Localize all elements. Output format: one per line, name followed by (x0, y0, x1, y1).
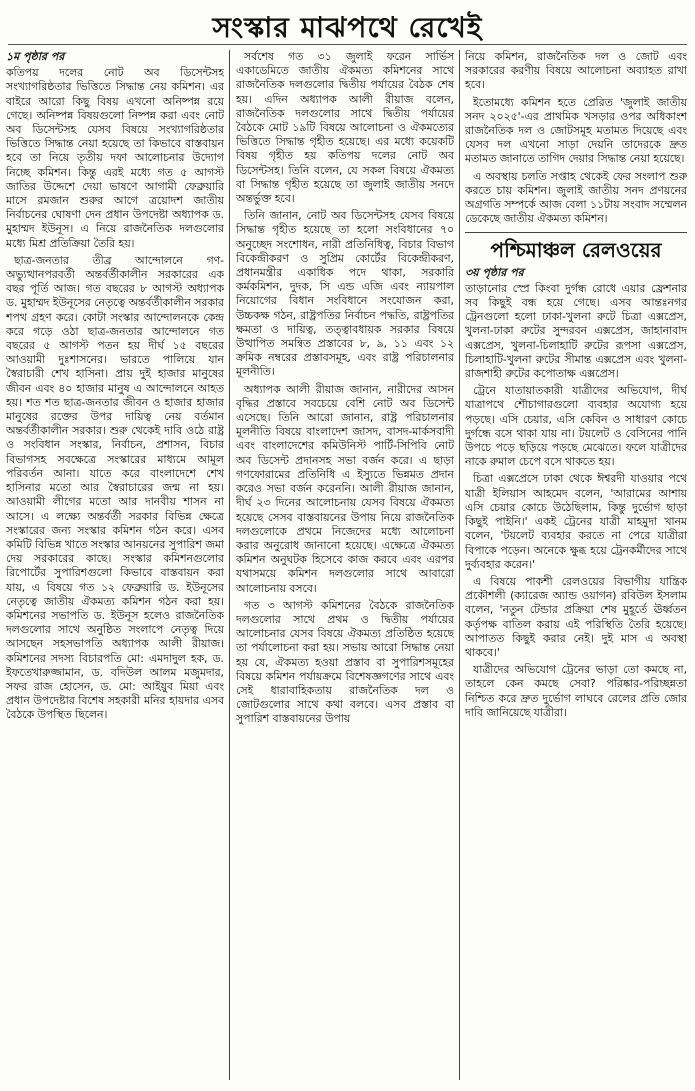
article-paragraph: নিয়ে কমিশন, রাজনৈতিক দল ও জোট এবং সরকারের করণীয় বিষয়ে আলোচনা অব্যাহত রাখা হবে। (465, 50, 687, 92)
article-column-2 (236, 50, 454, 1080)
article-paragraph: তিনি জানান, নোট অব ডিসেন্টসহ যেসব বিষয়ে সিদ্ধান্ত গৃহীত হয়েছে তা হলো সংবিধানের ৭০ অনুচ্ছেদ সংশোধন, নারী প্রতিনিধিত্ব, বিচার বিভাগ বিকেন্দ্রীকরণ ও সুপ্রিম কোর্টের বিকেন্দ্রীকরণ, প্রধানমন্ত্রীর একাধিক পদে থাকা, সরকারি কর্মকমিশন, দুদক, সি এন্ড এজি এবং ন্যায়পাল নিয়োগের বিধান সংবিধানে সংযোজন করা, উচ্চকক্ষ গঠন, রাষ্ট্রপতির নির্বাচন পদ্ধতি, রাষ্ট্রপতির ক্ষমতা ও দায়িত্ব, তত্ত্বাবধায়ক সরকার বিষয়ে উত্থাপিত সমন্বিত প্রস্তাবের ৮, ৯, ১১ এবং ১২ ক্রমিক নম্বরের প্রস্তাবসমূহ, এবং রাষ্ট্র পরিচালনার মূলনীতি। (236, 209, 454, 379)
column-divider (229, 50, 230, 1080)
article-paragraph: ছাত্র-জনতার তীব্র আন্দোলনে গণ-অভ্যুত্থানপরবর্তী অন্তর্বর্তীকালীন সরকারের এক বছর পূর্তি আজ। গত বছরের ৮ আগস্ট অধ্যাপক ড. মুহাম্মদ ইউনূসের নেতৃত্বে অন্তর্বর্তীকালীন সরকার শপথ গ্রহণ করে। কোটা সংস্কার আন্দোলনকে কেন্দ্র করে গড়ে ওঠা ছাত্র-জনতার আন্দোলনে গত বছরের ৫ আগস্ট পতন হয় দীর্ঘ ১৫ বছরের আওয়ামী দুঃশাসনের। ভারতে পালিয়ে যান স্বৈরাচারী শেখ হাসিনা। প্রায় দুই হাজার মানুষের জীবন এবং ৪০ হাজার মানুষ এ আন্দোলনে আহত হয়। শত শত ছাত্র-জনতার জীবন ও হাজার হাজার মানুষের রক্তের উপর দায়িত্ব নেয় বর্তমান অন্তর্বর্তীকালীন সরকার। শুরু থেকেই দাবি ওঠে রাষ্ট্র ও সংবিধান সংস্কার, নির্বাচন, প্রশাসন, বিচার বিভাগসহ সবক্ষেত্রে সংস্কারের মাধ্যমে আমূল পরিবর্তন আনা। যাতে করে বাংলাদেশে শেখ হাসিনার মতো আর স্বৈরাচারের জন্ম না হয়। আওয়ামী লীগের মতো আর দানবীয় শাসন না আসে। এ লক্ষ্যে অন্তর্বর্তী সরকার বিভিন্ন ক্ষেত্রে সংস্কারের জন্য সংস্কার কমিশন গঠন করে। এসব কমিটি বিভিন্ন খাতে সংস্কার আনয়নের সুপারিশ জমা দেয় সরকারের কাছে। সংস্কার কমিশনগুলোর রিপোর্টের সুপারিশগুলো কিভাবে বাস্তবায়ন করা যায়, এ বিষয়ে গত ১২ ফেব্রুয়ারি ড. ইউনূসের নেতৃত্বে জাতীয় ঐকমত্য কমিশন গঠন করা হয়। কমিশনের সভাপতি ড. ইউনূস হলেও রাজনৈতিক দলগুলোর সাথে অনুষ্ঠিত সংলাপে নেতৃত্ব দিয়ে আসছেন সহসভাপতি অধ্যাপক আলী রীয়াজ। কমিশনের সদস্য বিচারপতি মো: এমদাদুল হক, ড. ইফতেখারুজ্জামান, ড. বদিউল আলম মজুমদার, সফর রাজ হোসেন, ড. মো: আইয়ুব মিয়া এবং প্রধান উপদেষ্টার বিশেষ সহকারী মনির হায়দার এসব বৈঠকে উপস্থিত ছিলেন। (6, 253, 224, 722)
headline-rule (8, 44, 687, 45)
article-paragraph: গত ৩ আগস্ট কমিশনের বৈঠকে রাজনৈতিক দলগুলোর সাথে প্রথম ও দ্বিতীয় পর্যায়ের আলোচনার যেসব বিষয়ে ঐকমত্য প্রতিষ্ঠিত হয়েছে তা পর্যালোচনা করা হয়। সভায় আরো সিদ্ধান্ত নেয়া হয় যে, ঐকমত্য হওয়া প্রস্তাব বা সুপারিশসমূহের বিষয়ে কমিশন পর্যায়ক্রমে বিশেষজ্ঞগণের সাথে এবং সেই ধারাবাহিকতায় রাজনৈতিক দল ও জোটগুলোর সাথে কথা বলবে। এসব প্রস্তাব বা সুপারিশ বাস্তবায়নের উপায় (236, 598, 454, 726)
article-paragraph: তাড়ানোর স্প্রে কিংবা দুর্গন্ধ রোধে এয়ার ফ্রেশনার সব কিছুই বন্ধ হয়ে গেছে। এসব আন্তঃনগর ট্রেনগুলো হলো ঢাকা-খুলনা রুটে চিত্রা এক্সপ্রেস, খুলনা-ঢাকা রুটের সুন্দরবন এক্সপ্রেস, জাহানাবাদ এক্সপ্রেস, খুলনা-চিলাহাটি রুটের রূপসা এক্সপ্রেস, চিলাহাটি-খুলনা রুটের সীমান্ত এক্সপ্রেস এবং খুলনা-রাজশাহী রুটের কপোতাক্ষ এক্সপ্রেস। (465, 281, 687, 381)
article-paragraph: ট্রেনে যাতায়াতকারী যাত্রীদের অভিযোগ, দীর্ঘ যাত্রাপথে শৌচাগারগুলো ব্যবহার অযোগ্য হয়ে পড়ছে। এসি চেয়ার, এসি কেবিন ও সাধারণ কোচে দুর্গন্ধে বসে থাকা যায় না। টয়লেট ও বেসিনের পানি উপচে পড়ে ছড়িয়ে পড়ছে মেঝেতে। ফলে যাত্রীদের নাকে রুমাল চেপে বসে থাকতে হয়। (465, 384, 687, 469)
article-paragraph: চিত্রা এক্সপ্রেসে ঢাকা থেকে ঈশ্বরদী যাওয়ার পথে যাত্রী ইলিয়াস আহমেদ বলেন, 'আরামের আশায় এসি চেয়ার কোচে উঠেছিলাম, কিন্তু দুর্ভোগ ছাড়া কিছুই পাইনি।' একই ট্রেনের যাত্রী মাহমুদা খানম বলেন, 'টয়লেট ব্যবহার করতে না পেরে যাত্রীরা বিপাকে পড়েন। অনেকে ক্ষুব্ধ হয়ে ট্রেনকর্মীদের সাথে দুর্ব্যবহার করেন।' (465, 472, 687, 571)
article-paragraph: সর্বশেষ গত ৩১ জুলাই ফরেন সার্ভিস একাডেমিতে জাতীয় ঐকমত্য কমিশনের সাথে রাজনৈতিক দলগুলোর দ্বিতীয় পর্যায়ের বৈঠক শেষ হয়। এদিন অধ্যাপক আলী রীয়াজ বলেন, রাজনৈতিক দলগুলোর সাথে দ্বিতীয় পর্যায়ের বৈঠকে মোট ১৯টি বিষয়ে আলোচনা ও ঐকমত্যের ভিত্তিতে সিদ্ধান্ত গৃহীত হয়েছে। এর মধ্যে কয়েকটি বিষয় গৃহীত হয় কতিপয় দলের নোট অব ডিসেন্টসহ। তিনি বলেন, যে সকল বিষয়ে ঐকমত্য বা সিদ্ধান্ত গৃহীত হয়েছে তা জুলাই জাতীয় সনদে অন্তর্ভুক্ত হবে। (236, 50, 454, 206)
railway-headline: পশ্চিমাঞ্চল রেলওয়ের (465, 232, 687, 265)
article-paragraph: অধ্যাপক আলী রীয়াজ জানান, নারীদের আসন বৃদ্ধির প্রস্তাবে সবচেয়ে বেশি নোট অব ডিসেন্ট এসেছে। তিনি আরো জানান, রাষ্ট্র পরিচালনার মূলনীতি বিষয়ে বাংলাদেশ জাসদ, বাসদ-মার্কসবাদী এবং বাংলাদেশের কমিউনিস্ট পার্টি-সিপিবি নোট অব ডিসেন্ট প্রদানসহ সভা বর্জন করে। এ ছাড়া গণফোরামের প্রতিনিধি এ ইস্যুতে ভিন্নমত প্রদান করেও সভা বর্জন করেননি। আলী রীয়াজ জানান, দীর্ঘ ২৩ দিনের আলোচনায় যেসব বিষয়ে ঐকমত্য হয়েছে সেসব বাস্তবায়নের উপায় নিয়ে রাজনৈতিক দলগুলোকে প্রথমে নিজেদের মধ্যে আলোচনা করার অনুরোধ জানানো হয়েছে। এক্ষেত্রে ঐকমত্য কমিশন অনুঘটক হিসেবে কাজ করবে এবং এরপর যথাসময়ে কমিশন দলগুলোর সাথে আবারো আলোচনায় বসবে। (236, 382, 454, 595)
column-divider (459, 50, 460, 1080)
continued-marker: ৩য় পৃষ্ঠার পর (465, 265, 524, 279)
article-paragraph: ইতোমধ্যে কমিশন হতে প্রেরিত 'জুলাই জাতীয় সনদ ২০২৫'-এর প্রাথমিক খসড়ার ওপর অধিকাংশ রাজনৈতিক দল ও জোটসমূহ মতামত দিয়েছে এবং যেসব দল এখনো সাড়া দেয়নি তাদেরকে দ্রুত মতামত জানাতে তাগিদ দেয়ার সিদ্ধান্ত নেয়া হয়েছে। (465, 95, 687, 166)
article-column-1 (6, 50, 224, 1080)
article-paragraph: এ অবস্থায় চলতি সপ্তাহ থেকেই ফের সংলাপ শুরু করতে চায় কমিশন। জুলাই জাতীয় সনদ প্রণয়নের অগ্রগতি সম্পর্কে আজ বেলা ১১টায় সংবাদ সম্মেলন ডেকেছে জাতীয় ঐকমত্য কমিশন। (465, 169, 687, 226)
article-column-3 (465, 50, 687, 1080)
article-paragraph: যাত্রীদের অভিযোগ ট্রেনের ভাড়া তো কমছে না, তাহলে কেন কমছে সেবা? পরিষ্কার-পরিচ্ছন্নতা নিশ্চিত করে দ্রুত দুর্ভোগ লাঘবে রেলের প্রতি জোর দাবি জানিয়েছে যাত্রীরা। (465, 663, 687, 719)
article-paragraph: এ বিষয়ে পাকশী রেলওয়ের বিভাগীয় যান্ত্রিক প্রকৌশলী (ক্যারেজ অ্যান্ড ওয়াগন) রবিউল ইসলাম বলেন, 'নতুন টেন্ডার প্রক্রিয়া শেষ মুহূর্তে ঊর্ধ্বতন কর্তৃপক্ষ বাতিল করায় এই পরিস্থিতি তৈরি হয়েছে। আপাতত কিছুই করার নেই। দুই মাস এ অবস্থা থাকবে।' (465, 574, 687, 659)
continued-marker: ১ম পৃষ্ঠার পর (6, 50, 65, 63)
article-paragraph: কতিপয় দলের নোট অব ডিসেন্টসহ সংখ্যাগরিষ্ঠতার ভিত্তিতে সিদ্ধান্ত নেয় কমিশন। এর বাইরে আরো কিছু বিষয় এখনো অনিষ্পন্ন রয়ে গেছে। অনিষ্পন্ন বিষয়গুলো নিষ্পন্ন করা এবং নোট অব ডিসেন্টসহ যেসব বিষয়ে সংখ্যাগরিষ্ঠতার ভিত্তিতে সিদ্ধান্ত নেয়া হয়েছে তা কিভাবে বাস্তবায়ন হবে তা নিয়ে তৃতীয় দফা আলোচনার উদ্যোগ নিচ্ছে কমিশন। কিন্তু এরই মধ্যে গত ৫ আগস্ট জাতির উদ্দেশে দেয়া ভাষণে আগামী ফেব্রুয়ারি মাসে রমজান শুরুর আগে ত্রয়োদশ জাতীয় নির্বাচনের ঘোষণা দেন প্রধান উপদেষ্টা অধ্যাপক ড. মুহাম্মদ ইউনূস। এ নিয়ে রাজনৈতিক দলগুলোর মধ্যে মিশ্র প্রতিক্রিয়া তৈরি হয়। (6, 66, 224, 250)
page-headline: সংস্কার মাঝপথে রেখেই (212, 11, 483, 44)
